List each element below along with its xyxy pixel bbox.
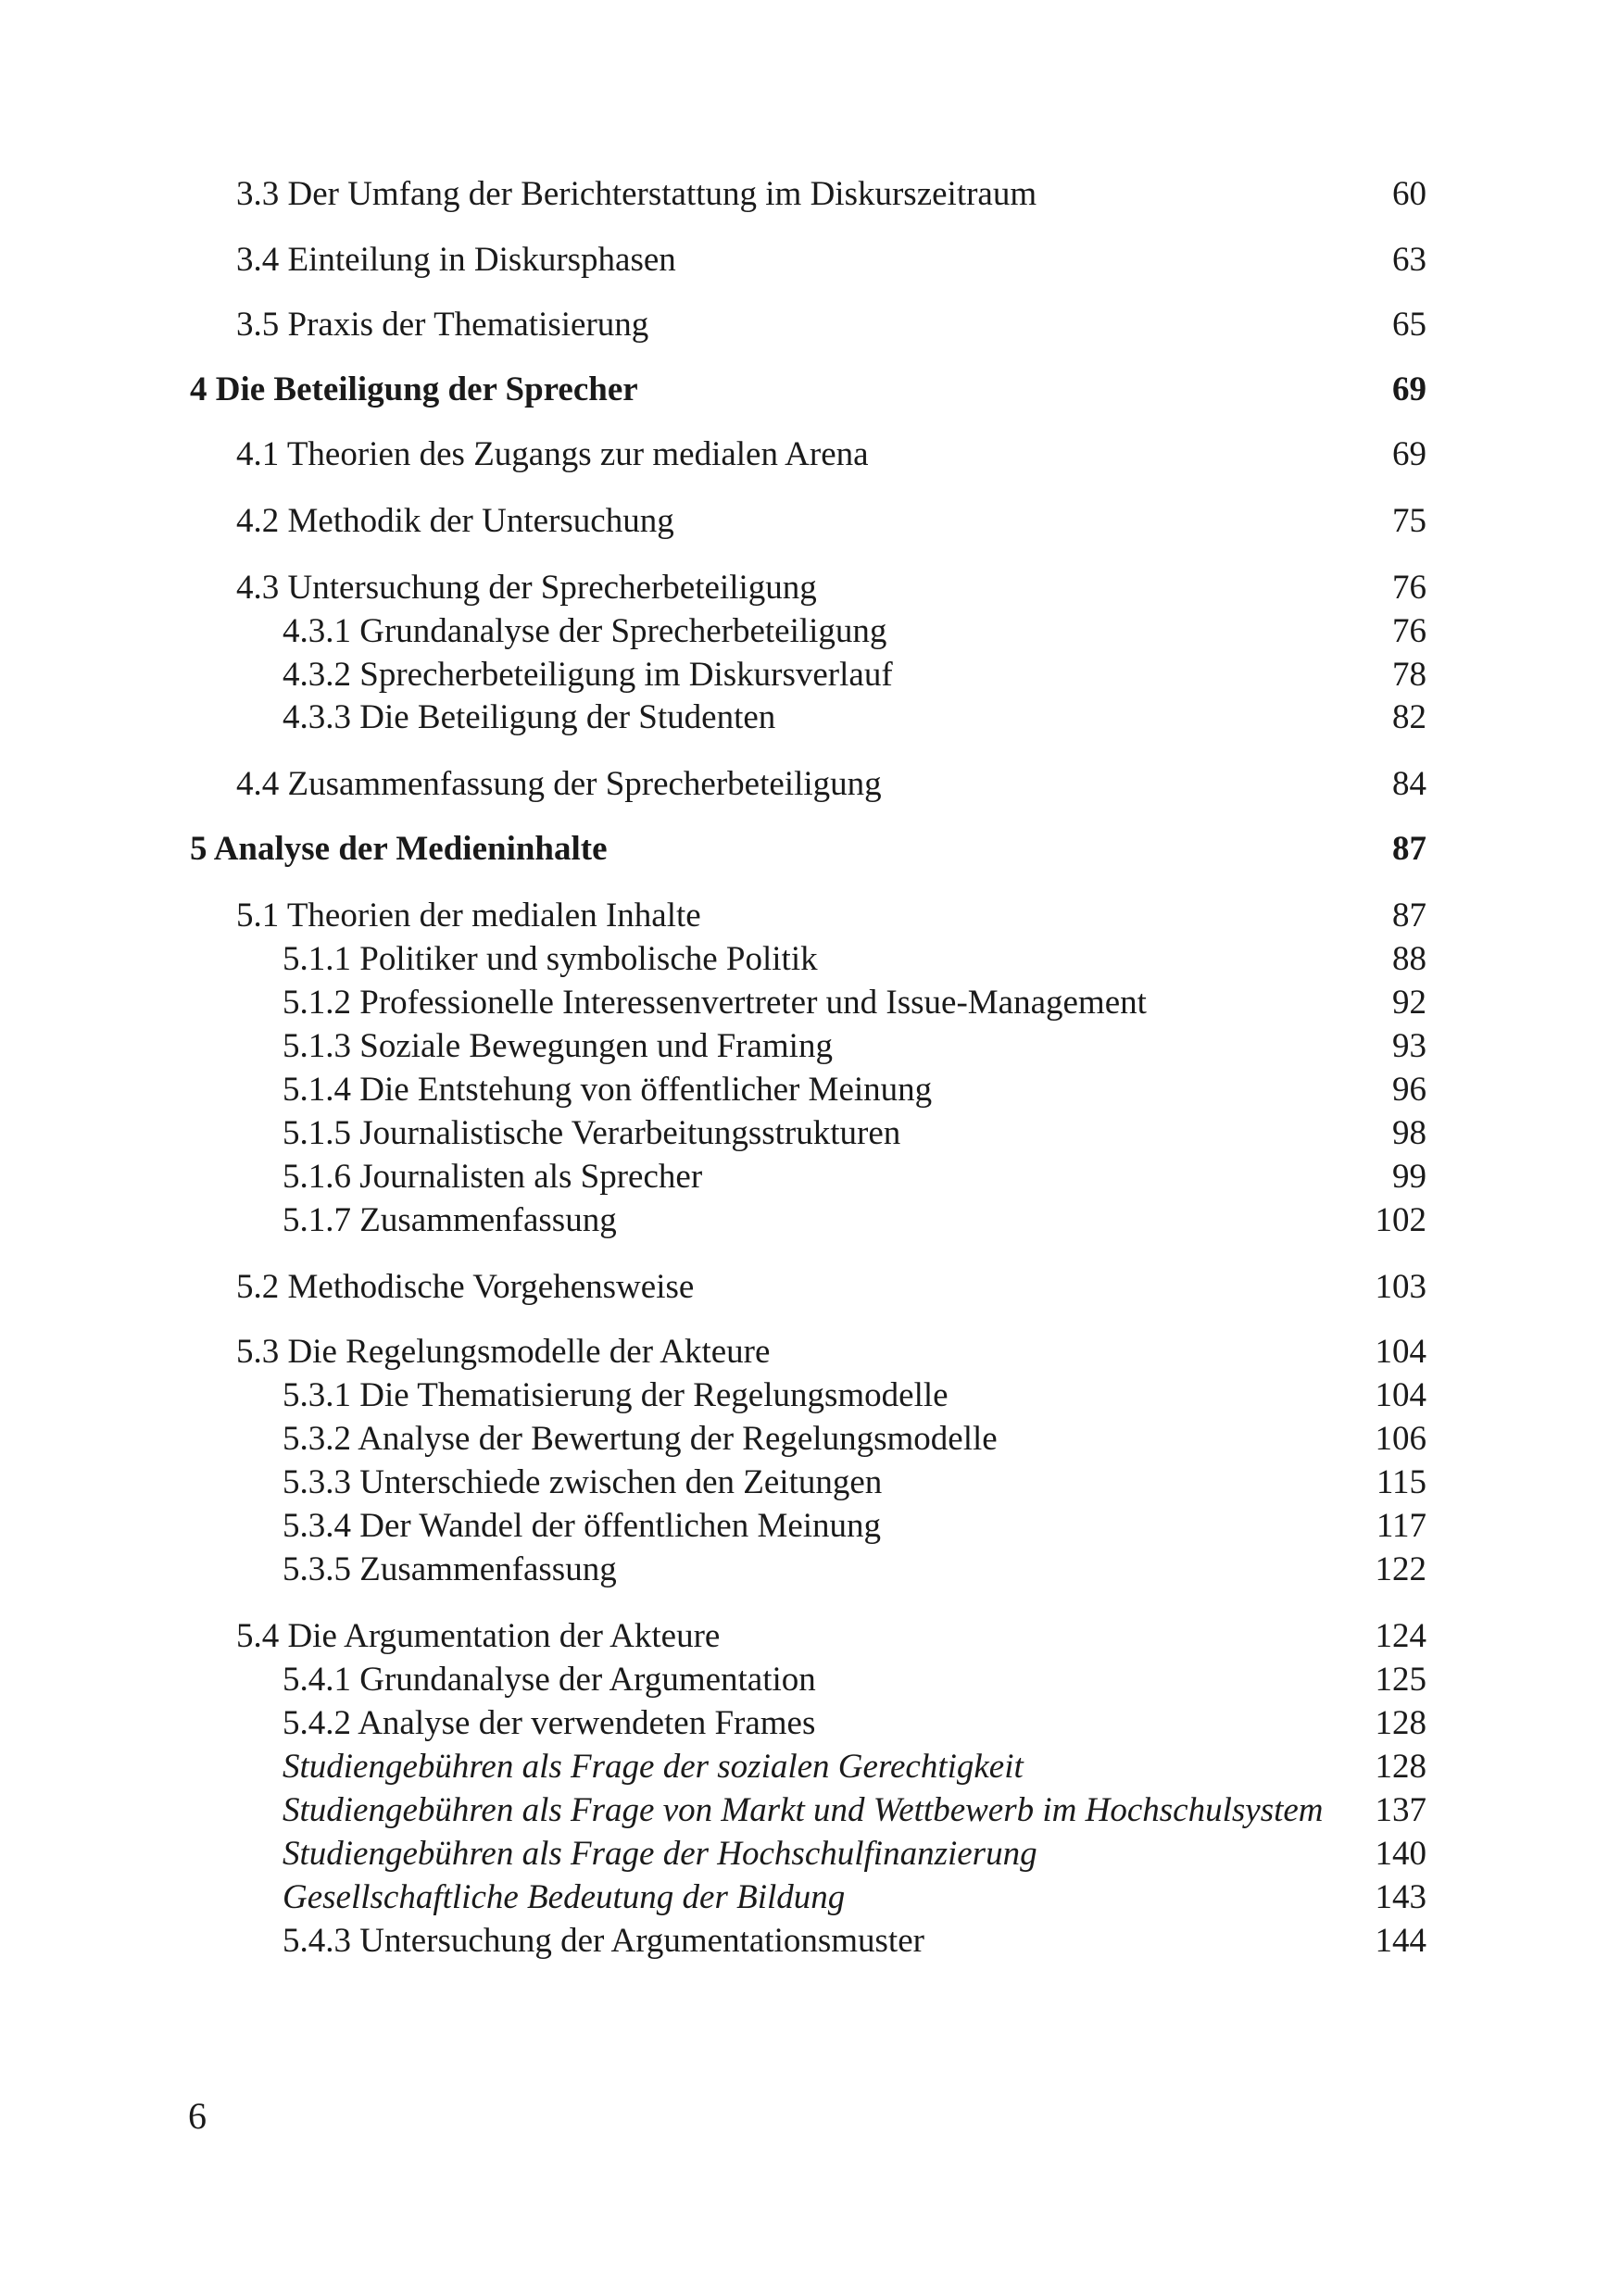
toc-entry[interactable]	[283, 978, 1426, 1024]
toc-entry[interactable]	[236, 1327, 1426, 1374]
toc-entry-title: 3.4 Einteilung in Diskursphasen	[236, 241, 676, 279]
toc-entry-page: 140	[1375, 1835, 1426, 1873]
toc-entry-page: 78	[1392, 656, 1426, 694]
toc-entry-title: 3.5 Praxis der Thematisierung	[236, 306, 649, 344]
dot-leader	[886, 771, 1389, 798]
toc-entry-page: 117	[1376, 1507, 1426, 1545]
toc-entry[interactable]	[283, 1109, 1426, 1155]
toc-entry[interactable]	[236, 891, 1426, 937]
toc-entry-title: 5.4.2 Analyse der verwendeten Frames	[283, 1704, 816, 1742]
toc-entry-title: 5.4.1 Grundanalyse der Argumentation	[283, 1661, 816, 1699]
dot-leader	[652, 311, 1389, 339]
toc-entry-title: 4.4 Zusammenfassung der Sprecherbeteiligung	[236, 765, 882, 803]
toc-entry-page: 75	[1392, 502, 1426, 540]
toc-entry-title: 5.1.4 Die Entstehung von öffentlicher Meinung	[283, 1071, 933, 1109]
toc-entry-page: 104	[1375, 1376, 1426, 1414]
toc-entry-page: 144	[1375, 1922, 1426, 1960]
toc-entry-title: 5.1.7 Zusammenfassung	[283, 1201, 617, 1239]
toc-entry[interactable]	[283, 1196, 1426, 1242]
toc-entry-page: 82	[1392, 698, 1426, 736]
toc-entry[interactable]	[283, 935, 1426, 981]
toc-entry[interactable]	[236, 1612, 1426, 1658]
dot-leader	[773, 1338, 1371, 1366]
toc-entry-title: 4.2 Methodik der Untersuchung	[236, 502, 674, 540]
dot-leader	[897, 661, 1389, 689]
toc-entry-title: 5.1.3 Soziale Bewegungen und Framing	[283, 1027, 833, 1065]
toc-entry-page: 125	[1375, 1661, 1426, 1699]
dot-leader	[621, 1207, 1372, 1235]
toc-entry-page: 99	[1392, 1158, 1426, 1196]
toc-entry-page: 122	[1375, 1550, 1426, 1588]
toc-entry-page: 76	[1392, 612, 1426, 650]
toc-entry-page: 65	[1392, 306, 1426, 344]
toc-entry-page: 88	[1392, 940, 1426, 978]
toc-entry[interactable]	[283, 1916, 1426, 1963]
toc-entry[interactable]	[236, 1262, 1426, 1309]
toc-entry[interactable]	[283, 1022, 1426, 1068]
dot-leader	[873, 441, 1389, 469]
toc-entry-title: 5.3.1 Die Thematisierung der Regelungsmodelle	[283, 1376, 949, 1414]
toc-entry-title: 5.3 Die Regelungsmodelle der Akteure	[236, 1333, 771, 1371]
toc-entry-title: 4.1 Theorien des Zugangs zur medialen Arena	[236, 435, 869, 473]
toc-entry[interactable]	[283, 1786, 1426, 1832]
toc-entry[interactable]	[236, 169, 1426, 216]
toc-entry-title: 5.3.4 Der Wandel der öffentlichen Meinung	[283, 1507, 882, 1545]
dot-leader	[904, 1120, 1389, 1148]
dot-leader	[848, 1884, 1371, 1912]
toc-entry[interactable]	[283, 1501, 1426, 1548]
dot-leader	[952, 1382, 1372, 1410]
toc-entry-page: 103	[1375, 1268, 1426, 1306]
dot-leader	[706, 1163, 1389, 1191]
toc-entry[interactable]	[283, 650, 1426, 696]
dot-leader	[680, 246, 1389, 274]
page-number: 6	[188, 2095, 207, 2137]
toc-entry[interactable]	[283, 1873, 1426, 1919]
dot-leader	[821, 574, 1389, 602]
toc-entry-page: 63	[1392, 241, 1426, 279]
toc-entry-page: 92	[1392, 984, 1426, 1022]
toc-entry-title: 5.3.3 Unterschiede zwischen den Zeitungen	[283, 1463, 883, 1501]
toc-entry-title: 4.3 Untersuchung der Sprecherbeteiligung	[236, 569, 817, 607]
toc-entry[interactable]	[236, 496, 1426, 543]
dot-leader	[936, 1076, 1389, 1104]
dot-leader	[1327, 1797, 1372, 1825]
dot-leader	[1001, 1425, 1372, 1453]
toc-entry-page: 128	[1375, 1748, 1426, 1786]
toc-entry-page: 98	[1392, 1114, 1426, 1152]
toc-entry-page: 87	[1392, 897, 1426, 935]
dot-leader	[611, 835, 1389, 863]
toc-entry-title: 5.1 Theorien der medialen Inhalte	[236, 897, 701, 935]
dot-leader	[819, 1710, 1371, 1738]
dot-leader	[928, 1927, 1372, 1955]
toc-entry[interactable]	[190, 365, 1426, 411]
toc-entry[interactable]	[190, 824, 1426, 871]
toc-entry-title: Studiengebühren als Frage von Markt und Wettbewerb im Hochschulsystem	[283, 1791, 1324, 1829]
toc-entry-title: Gesellschaftliche Bedeutung der Bildung	[283, 1878, 846, 1916]
toc-entry-page: 69	[1392, 370, 1426, 408]
toc-entry[interactable]	[283, 1699, 1426, 1745]
toc-entry[interactable]	[236, 430, 1426, 476]
toc-entry[interactable]	[283, 693, 1426, 739]
dot-leader	[890, 618, 1389, 646]
toc-entry[interactable]	[283, 1545, 1426, 1591]
toc-entry-page: 60	[1392, 175, 1426, 213]
toc-entry-title: 5.1.2 Professionelle Interessenvertreter und Issue-Management	[283, 984, 1147, 1022]
toc-entry[interactable]	[236, 563, 1426, 609]
dot-leader	[678, 508, 1389, 535]
toc-entry-page: 84	[1392, 765, 1426, 803]
toc-entry-page: 106	[1375, 1420, 1426, 1458]
dot-leader	[822, 946, 1389, 973]
toc-entry[interactable]	[236, 300, 1426, 346]
toc-entry[interactable]	[283, 1458, 1426, 1504]
dot-leader	[723, 1623, 1371, 1650]
toc-entry-page: 76	[1392, 569, 1426, 607]
toc-entry-page: 96	[1392, 1071, 1426, 1109]
toc-entry[interactable]	[283, 1742, 1426, 1788]
toc-entry-title: 5.1.5 Journalistische Verarbeitungsstrukturen	[283, 1114, 901, 1152]
dot-leader	[885, 1512, 1373, 1540]
toc-entry-title: Studiengebühren als Frage der Hochschulfinanzierung	[283, 1835, 1037, 1873]
dot-leader	[697, 1273, 1371, 1301]
toc-entry-title: 5.3.5 Zusammenfassung	[283, 1550, 617, 1588]
toc-entry-page: 102	[1375, 1201, 1426, 1239]
dot-leader	[621, 1556, 1372, 1584]
toc-entry-title: 5.4.3 Untersuchung der Argumentationsmuster	[283, 1922, 924, 1960]
dot-leader	[705, 902, 1389, 930]
toc-entry-title: Studiengebühren als Frage der sozialen Gerechtigkeit	[283, 1748, 1024, 1786]
toc-entry[interactable]	[236, 235, 1426, 282]
toc-entry-page: 124	[1375, 1617, 1426, 1655]
toc-entry-title: 4.3.1 Grundanalyse der Sprecherbeteiligung	[283, 612, 887, 650]
toc-entry-title: 4.3.2 Sprecherbeteiligung im Diskursverlauf	[283, 656, 893, 694]
dot-leader	[1040, 181, 1389, 208]
toc-entry-page: 143	[1375, 1878, 1426, 1916]
toc-entry-title: 3.3 Der Umfang der Berichterstattung im Diskurszeitraum	[236, 175, 1037, 213]
dot-leader	[1027, 1753, 1372, 1781]
toc-entry-page: 69	[1392, 435, 1426, 473]
toc-entry-page: 87	[1392, 830, 1426, 868]
toc-entry[interactable]	[283, 607, 1426, 653]
dot-leader	[1150, 989, 1389, 1017]
toc-entry[interactable]	[283, 1065, 1426, 1111]
toc-entry-title: 4 Die Beteiligung der Sprecher	[190, 370, 638, 408]
toc-entry[interactable]	[283, 1371, 1426, 1417]
dot-leader	[836, 1033, 1389, 1060]
toc-entry-page: 128	[1375, 1704, 1426, 1742]
toc-entry-title: 5.3.2 Analyse der Bewertung der Regelungsmodelle	[283, 1420, 998, 1458]
toc-entry[interactable]	[283, 1414, 1426, 1461]
toc-entry-page: 137	[1375, 1791, 1426, 1829]
toc-entry-title: 5.4 Die Argumentation der Akteure	[236, 1617, 721, 1655]
dot-leader	[642, 376, 1389, 404]
toc-entry[interactable]	[283, 1655, 1426, 1701]
dot-leader	[1041, 1840, 1372, 1868]
dot-leader	[886, 1469, 1373, 1497]
toc-entry-title: 5.1.1 Politiker und symbolische Politik	[283, 940, 818, 978]
toc-entry-page: 104	[1375, 1333, 1426, 1371]
toc-entry[interactable]	[236, 759, 1426, 806]
toc-entry-title: 5.2 Methodische Vorgehensweise	[236, 1268, 695, 1306]
toc-entry-page: 93	[1392, 1027, 1426, 1065]
toc-entry-page: 115	[1376, 1463, 1426, 1501]
toc-entry-title: 5.1.6 Journalisten als Sprecher	[283, 1158, 703, 1196]
toc-entry[interactable]	[283, 1152, 1426, 1198]
toc-entry[interactable]	[283, 1829, 1426, 1876]
toc-entry-title: 5 Analyse der Medieninhalte	[190, 830, 608, 868]
toc-entry-title: 4.3.3 Die Beteiligung der Studenten	[283, 698, 776, 736]
dot-leader	[779, 704, 1389, 732]
dot-leader	[820, 1666, 1372, 1694]
